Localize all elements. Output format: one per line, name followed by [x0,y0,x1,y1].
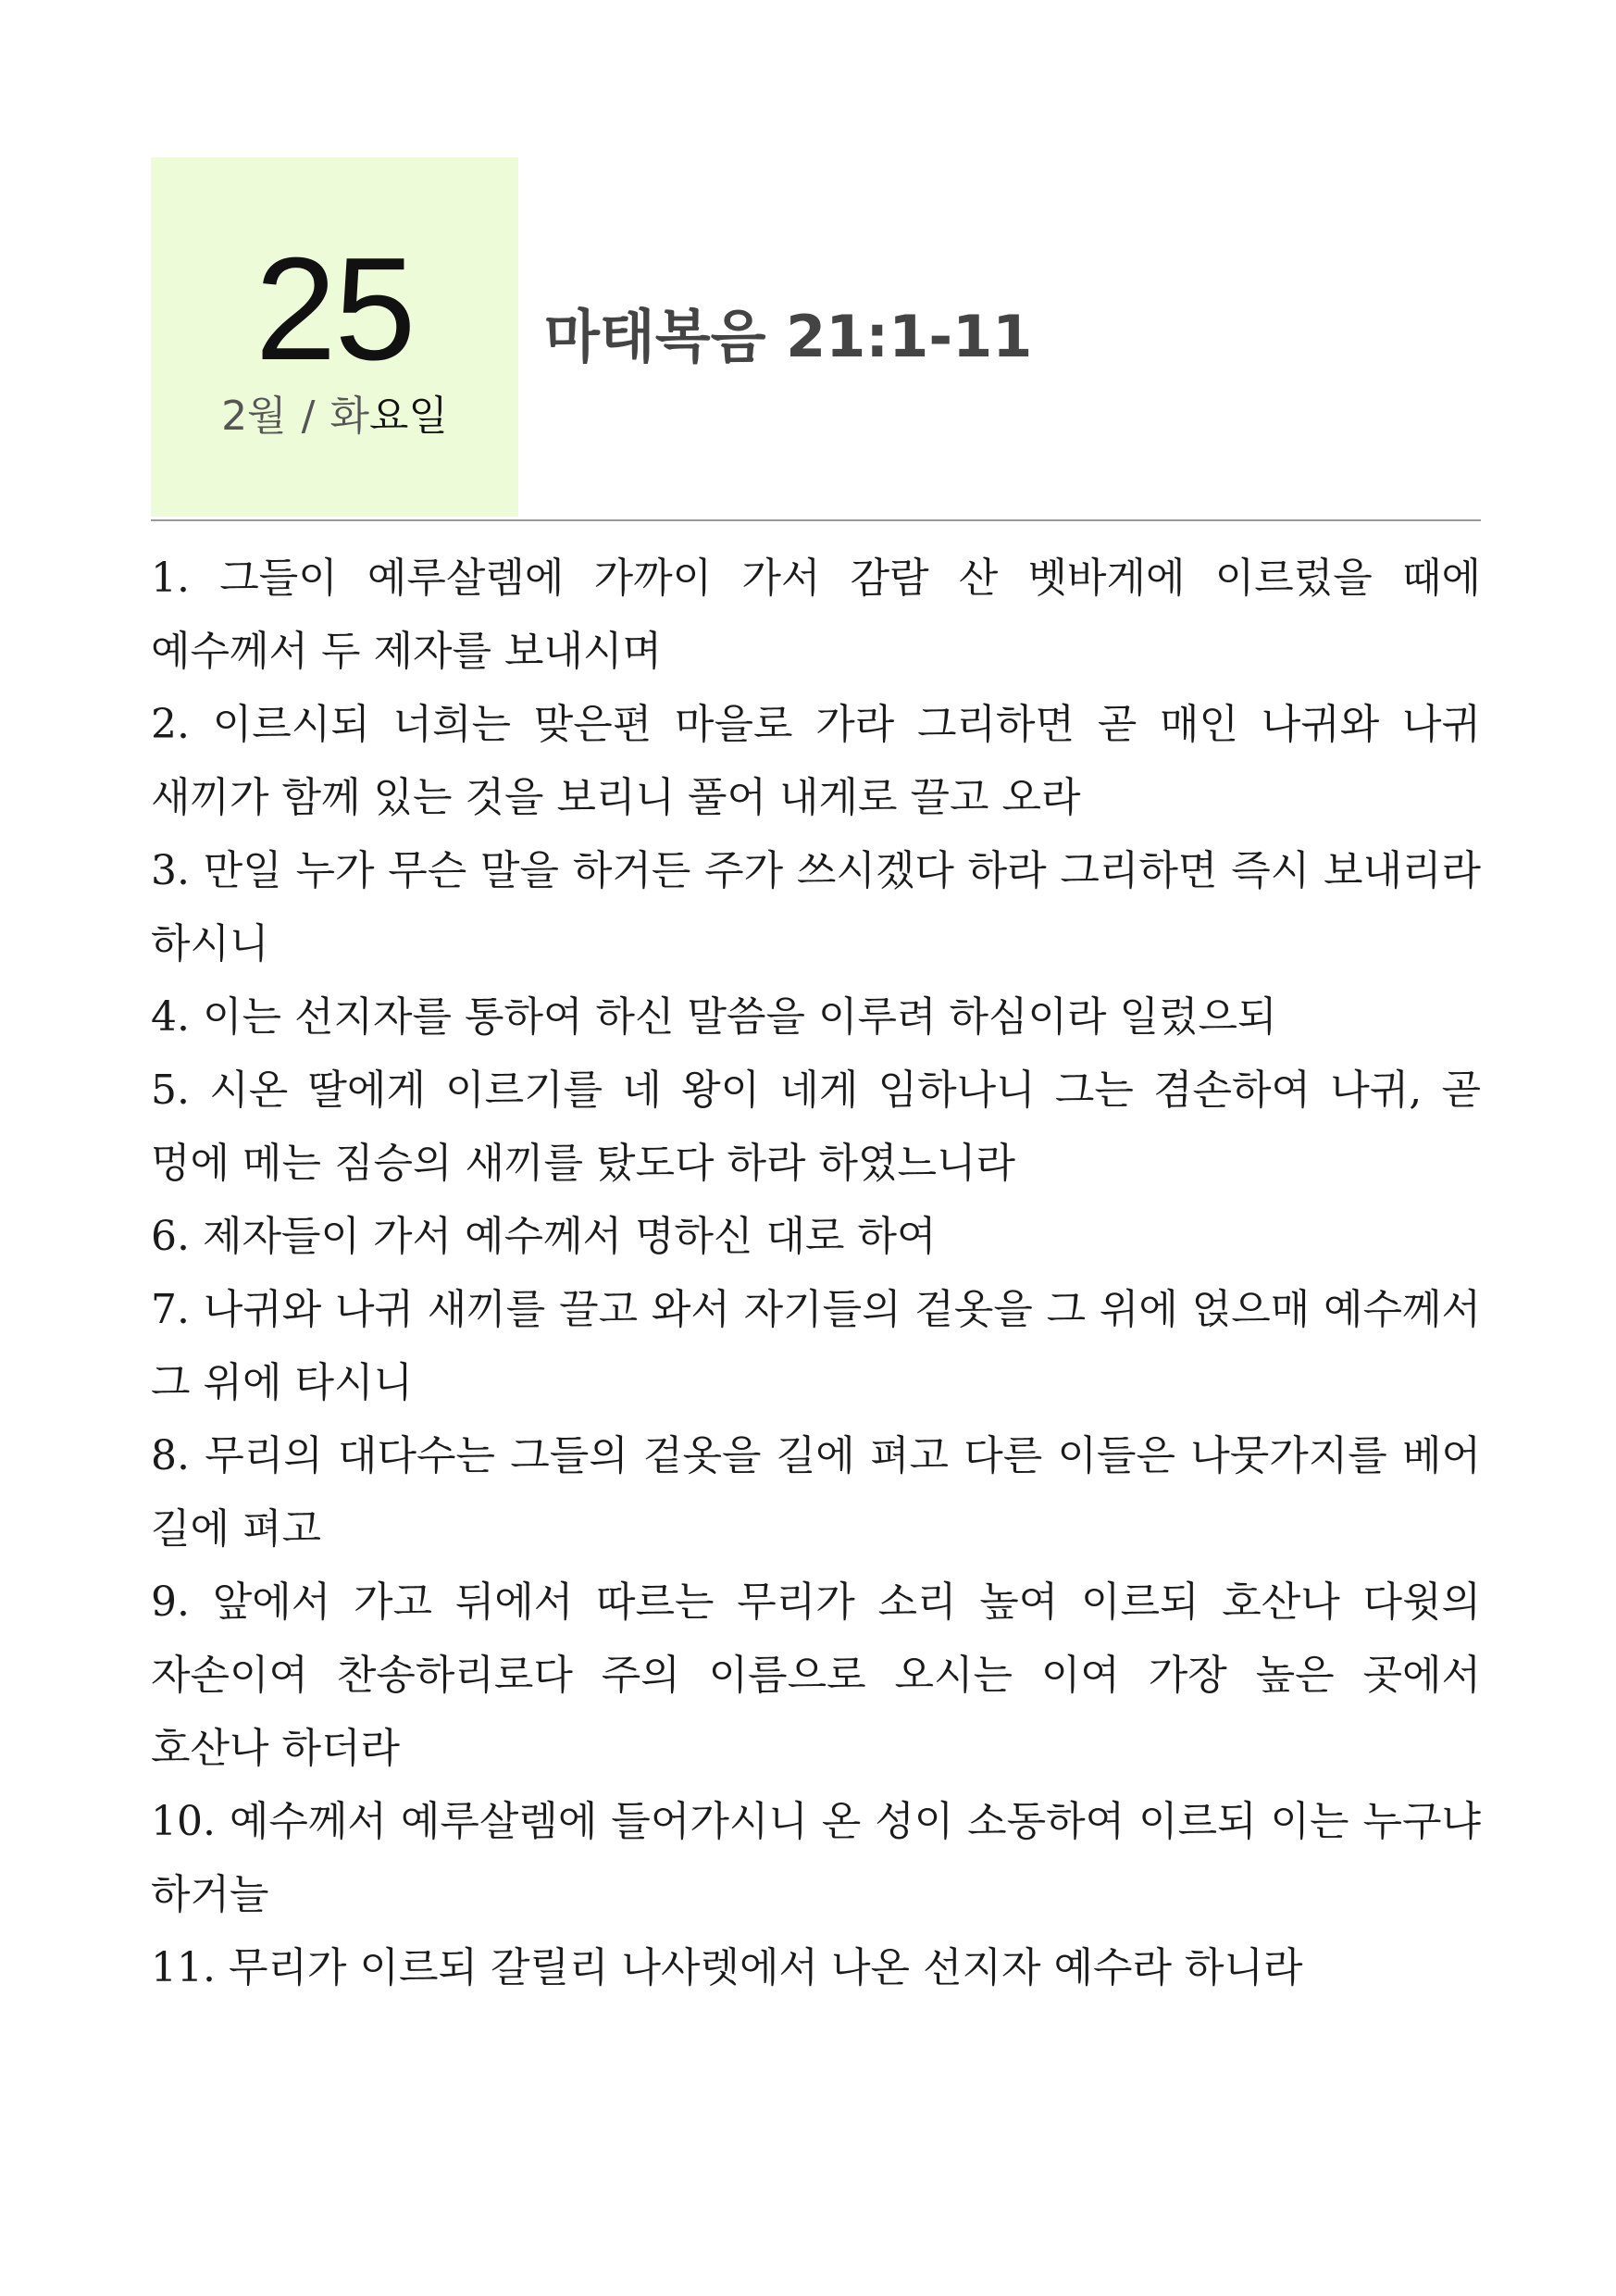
verse-10: 10. 예수께서 예루살렘에 들어가시니 온 성이 소동하여 이르되 이는 누구냐 하거늘 [151,1798,1481,1918]
date-box [151,157,518,517]
verse-2: 2. 이르시되 너희는 맞은편 마을로 가라 그리하면 곧 매인 나귀와 나귀 새끼가 함께 있는 것을 보리니 풀어 내게로 끌고 오라 [151,701,1481,821]
month-label: 2월 [221,393,287,440]
day-number: 25 [255,228,415,391]
verse-3: 3. 만일 누가 무슨 말을 하거든 주가 쓰시겠다 하라 그리하면 즉시 보내리라 하시니 [151,847,1481,967]
verse-6: 6. 제자들이 가서 예수께서 명하신 대로 하여 [151,1213,937,1260]
month-weekday [151,393,518,440]
verse-7: 7. 나귀와 나귀 새끼를 끌고 와서 자기들의 겉옷을 그 위에 얹으매 예수께서 그 위에 타시니 [151,1286,1481,1406]
verse-5: 5. 시온 딸에게 이르기를 네 왕이 네게 임하나니 그는 겸손하여 나귀, 곧 멍에 메는 짐승의 새끼를 탔도다 하라 하였느니라 [151,1067,1481,1187]
verse-9: 9. 앞에서 가고 뒤에서 따르는 무리가 소리 높여 이르되 호산나 다윗의 자손이여 찬송하리로다 주의 이름으로 오시는 이여 가장 높은 곳에서 호산나 하더라 [151,1578,1481,1772]
verse-4: 4. 이는 선지자를 통하여 하신 말씀을 이루려 하심이라 일렀으되 [151,993,1277,1041]
date-separator: / [301,393,316,440]
verse-8: 8. 무리의 대다수는 그들의 겉옷을 길에 펴고 다른 이들은 나뭇가지를 베어 길에 펴고 [151,1432,1481,1553]
weekday-prefix: 화 [329,393,369,440]
header-divider [151,519,1481,521]
verse-1: 1. 그들이 예루살렘에 가까이 가서 감람 산 벳바게에 이르렀을 때에 예수께서 두 제자를 보내시며 [151,555,1481,675]
verse-list [151,542,1481,2004]
verse-11: 11. 무리가 이르되 갈릴리 나사렛에서 나온 선지자 예수라 하니라 [151,1944,1303,1991]
weekday-suffix: 요일 [368,393,448,440]
passage-title: 마태복음 21:1-11 [544,303,1033,370]
